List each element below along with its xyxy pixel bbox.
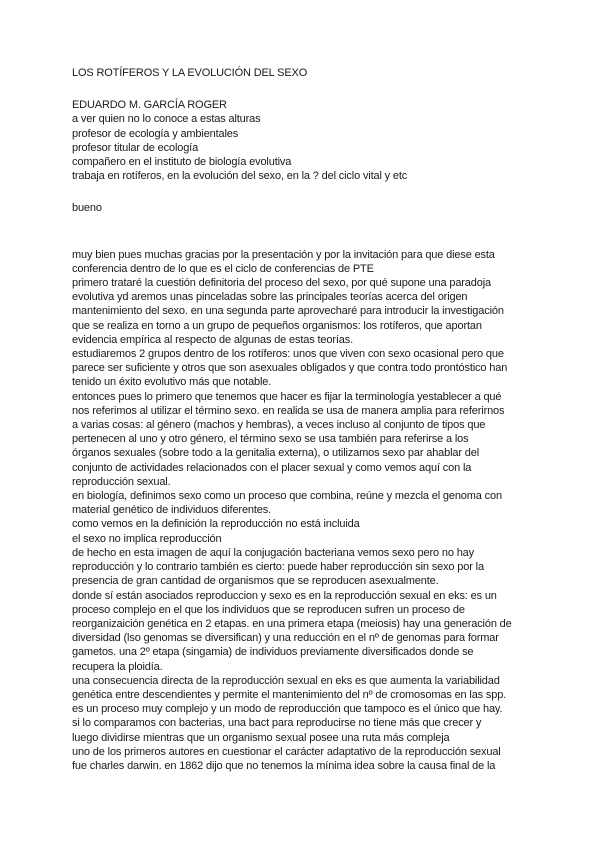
document-page [72,66,532,773]
body-line: entonces pues lo primero que tenemos que hacer es fijar la terminología yestablecer a qué [72,390,502,403]
body-line: a varias cosas: al género (machos y hembras), a veces incluso al conjunto de tipos que [72,419,486,432]
body-line: evidencia empírica al respecto de algunas de estas teorías. [72,333,353,346]
body-line: mantenimiento del sexo. en una segunda parte aprovecharé para introducir la investigación [72,305,504,318]
body-line: de hecho en esta imagen de aquí la conjugación bacteriana vemos sexo pero no hay [72,546,475,559]
body-line: parece ser suficiente y otros que son asexuales obligados y que contra todo prontóstico han [72,362,508,375]
body-line: tenido un éxito evolutivo más que notable. [72,376,272,389]
body-line: muy bien pues muchas gracias por la presentación y por la invitación para que diese esta [72,248,495,261]
body-line: reorganizaición genética en 2 etapas. en una primera etapa (meiosis) hay una generación de [72,617,512,630]
author-description-line: compañero en el instituto de biología evolutiva [72,156,292,169]
author-name: EDUARDO M. GARCÍA ROGER [72,99,227,112]
body-line: una consecuencia directa de la reproducción sexual en eks es que aumenta la variabilidad [72,674,500,687]
document-title: LOS ROTÍFEROS Y LA EVOLUCIÓN DEL SEXO [72,67,308,79]
body-line: diversidad (lso genomas se diversifican) y una reducción en el nº de genomas para formar [72,632,499,645]
body-line: si lo comparamos con bacterias, una bact para reproducirse no tiene más que crecer y [72,717,482,730]
body-line: pertenecen al uno y otro género, el término sexo se usa también para referirse a los [72,433,469,446]
body-line: genética entre descendientes y permite el mantenimiento del nº de cromosomas en las spp. [72,688,507,701]
body-line: conferencia dentro de lo que es el ciclo de conferencias de PTE [72,262,374,275]
author-description-line: profesor de ecología y ambientales [72,127,239,140]
body-line: conjunto de actividades relacionados con el placer sexual y como vemos aquí con la [72,461,472,474]
body-line: gametos. una 2º etapa (singamia) de individuos previamente diversificados donde se [72,646,474,659]
body-line: órganos sexuales (sobre todo a la genitalia externa), o utilizamos sexo par ahablar del [72,447,480,460]
body-line: reproducción sexual. [72,475,171,488]
author-description-line: trabaja en rotíferos, en la evolución del sexo, en la ? del ciclo vital y etc [72,170,408,183]
body-text [72,248,532,774]
body-line: material genético de individuos diferentes. [72,504,272,517]
body-line: fue charles darwin. en 1862 dijo que no tenemos la mínima idea sobre la causa final de la [72,759,496,772]
body-line: evolutiva yd aremos unas pinceladas sobre las principales teorías acerca del origen [72,291,468,304]
body-line: que se realiza en torno a un grupo de pequeños organismos: los rotíferos, que aportan [72,319,482,332]
body-line: estudiaremos 2 grupos dentro de los rotíferos: unos que viven con sexo ocasional pero que [72,348,504,361]
body-line: luego dividirse mientras que un organismo sexual posee una ruta más compleja [72,731,450,744]
body-line: uno de los primeros autores en cuestionar el carácter adaptativo de la reproducción sexual [72,745,501,758]
author-description-line: profesor titular de ecología [72,141,199,154]
body-line: proceso complejo en el que los individuos que se reproducen sufren un proceso de [72,603,465,616]
body-line: nos referimos al utilizar el término sexo. en realida se usa de manera amplia para referirnos [72,404,505,417]
author-description-line: a ver quien no lo conoce a estas alturas [72,113,261,126]
body-line: presencia de gran cantidad de organismos que se reproducen asexualmente. [72,575,439,588]
body-line: donde sí están asociados reproduccion y sexo es en la reproducción sexual en eks: es un [72,589,497,602]
author-block [72,98,532,183]
body-line: como vemos en la definición la reproducción no está incluida [72,518,360,531]
body-line: es un proceso muy complejo y un modo de reproducción que tampoco es el único que hay. [72,703,503,716]
body-line: primero trataré la cuestión definitoria del proceso del sexo, por qué supone una paradoja [72,277,491,290]
interjection-text: bueno [72,202,102,215]
body-line: reproducción y lo contrario también es cierto: puede haber reproducción sin sexo por la [72,561,484,574]
body-line: en biología, definimos sexo como un proceso que combina, reúne y mezcla el genoma con [72,490,502,503]
body-line: el sexo no implica reproducción [72,532,222,545]
body-line: recupera la ploidía. [72,660,163,673]
